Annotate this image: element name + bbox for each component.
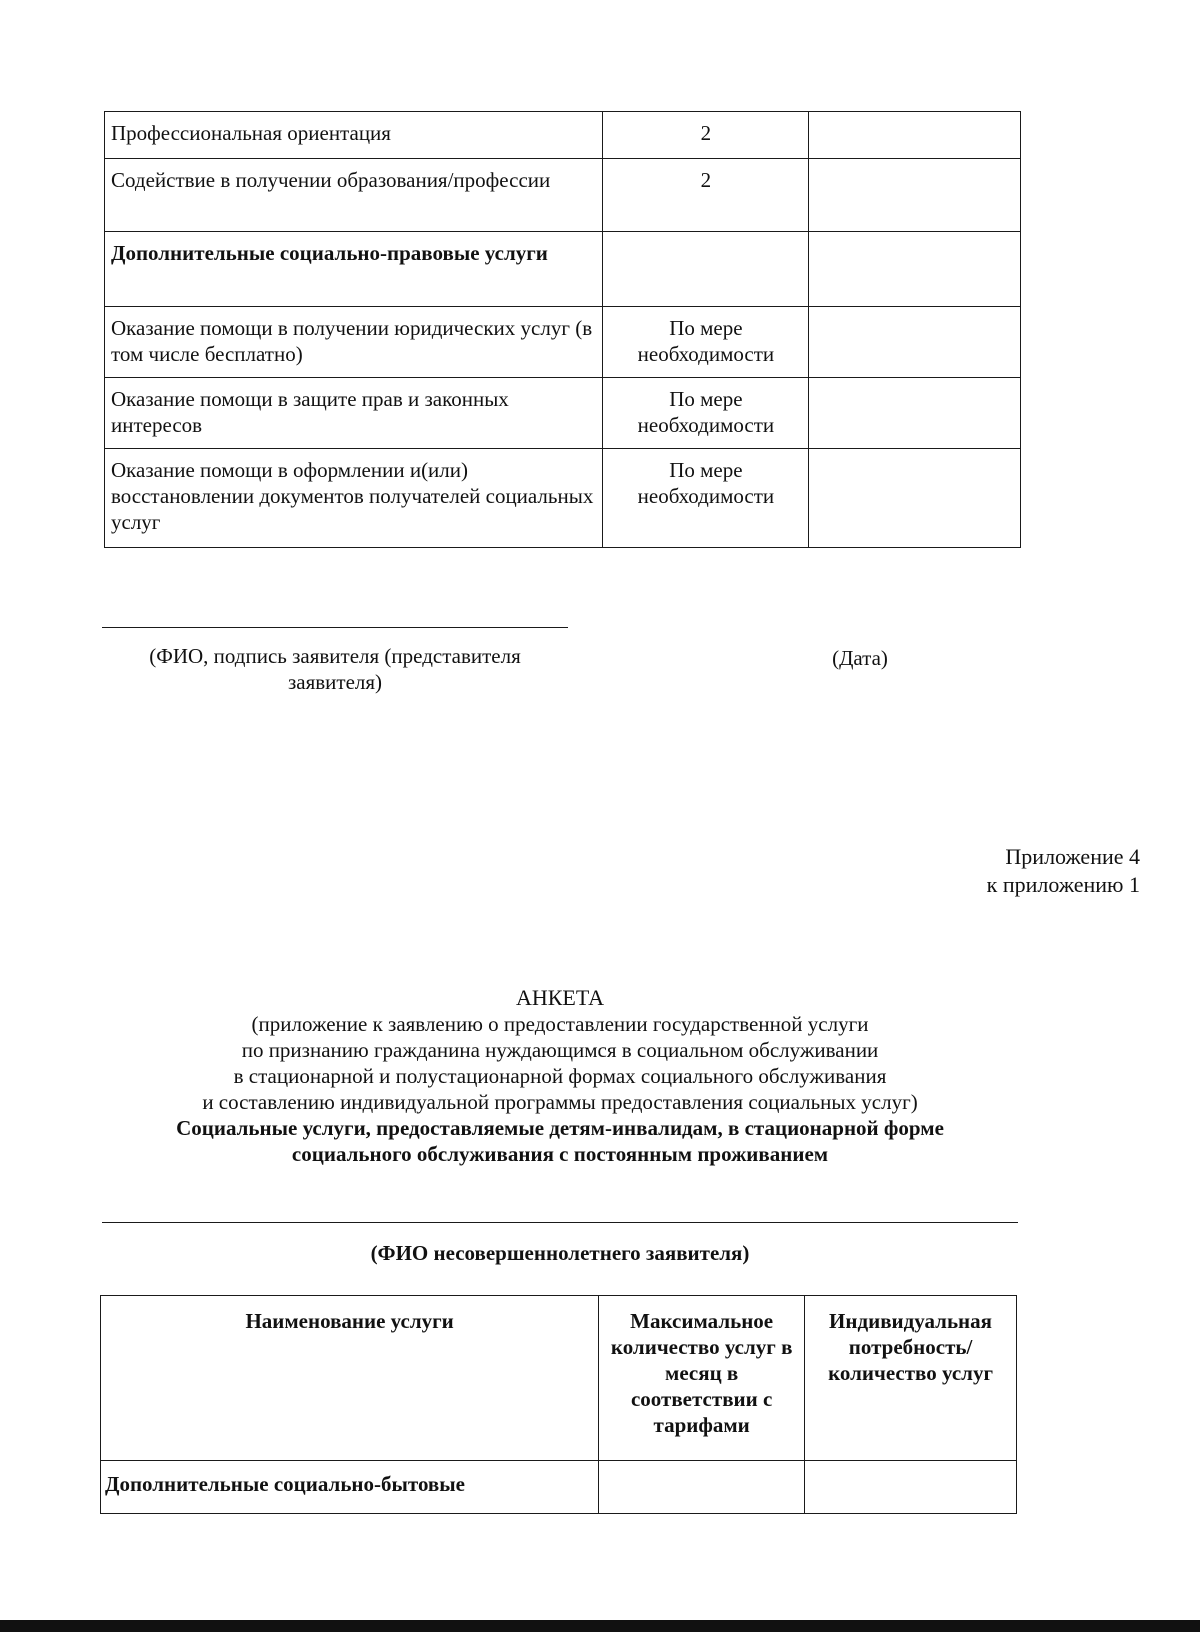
table-row [105, 449, 1021, 548]
table-row [105, 159, 1021, 232]
service-max: 2 [603, 159, 809, 232]
service-name: Профессиональная ориентация [105, 112, 603, 159]
table-row [101, 1461, 1017, 1514]
service-name: Оказание помощи в защите прав и законных интересов [105, 378, 603, 449]
service-need[interactable] [809, 112, 1021, 159]
service-need[interactable] [809, 307, 1021, 378]
table-row [105, 307, 1021, 378]
appendix-reference [987, 843, 1140, 899]
form-title: АНКЕТА [515, 985, 605, 1010]
applicant-caption: (ФИО несовершеннолетнего заявителя) [370, 1241, 750, 1265]
service-max [603, 232, 809, 307]
form-heading-bold: социального обслуживания с постоянным проживанием [291, 1142, 829, 1166]
date-caption: (Дата) [832, 646, 888, 670]
service-name: Оказание помощи в получении юридических услуг (в том числе бесплатно) [105, 307, 603, 378]
appendix-line-2: к приложению 1 [986, 872, 1140, 897]
service-max: По мере необходимости [603, 378, 809, 449]
service-need[interactable] [805, 1461, 1017, 1514]
service-max: По мере необходимости [603, 307, 809, 378]
form-subtitle-line: по признанию гражданина нуждающимся в социальном обслуживании [241, 1038, 879, 1062]
table-header-row [101, 1296, 1017, 1461]
service-need[interactable] [809, 378, 1021, 449]
services-table-top [104, 111, 1021, 548]
form-title-block [100, 985, 1020, 1167]
service-max [599, 1461, 805, 1514]
appendix-line-1: Приложение 4 [1005, 844, 1140, 869]
header-max-count: Максимальное количество услуг в месяц в соответствии с тарифами [599, 1296, 805, 1461]
signature-line[interactable] [102, 627, 568, 628]
table-row [105, 112, 1021, 159]
form-subtitle-line: в стационарной и полустационарной формах социального обслуживания [233, 1064, 887, 1088]
form-subtitle-line: (приложение к заявлению о предоставлении государственной услуги [251, 1012, 869, 1036]
service-max: 2 [603, 112, 809, 159]
signature-caption: (ФИО, подпись заявителя (представителя заявителя) [149, 644, 521, 694]
service-name: Содействие в получении образования/профессии [105, 159, 603, 232]
header-individual-need: Индивидуальная потребность/количество услуг [805, 1296, 1017, 1461]
header-service-name: Наименование услуги [101, 1296, 599, 1461]
service-need[interactable] [809, 449, 1021, 548]
service-section-heading: Дополнительные социально-правовые услуги [105, 232, 603, 307]
form-subtitle-line: и составлению индивидуальной программы предоставления социальных услуг) [202, 1090, 918, 1114]
service-section-heading: Дополнительные социально-бытовые [101, 1461, 599, 1514]
table-row [105, 378, 1021, 449]
form-heading-bold: Социальные услуги, предоставляемые детям-инвалидам, в стационарной форме [176, 1116, 944, 1140]
service-need[interactable] [809, 159, 1021, 232]
scan-edge-bar [0, 1620, 1200, 1632]
services-table-bottom [100, 1295, 1017, 1514]
service-need[interactable] [809, 232, 1021, 307]
table-row [105, 232, 1021, 307]
service-name: Оказание помощи в оформлении и(или) восстановлении документов получателей социальных услуг [105, 449, 603, 548]
service-max: По мере необходимости [603, 449, 809, 548]
applicant-name-line[interactable] [102, 1222, 1018, 1223]
